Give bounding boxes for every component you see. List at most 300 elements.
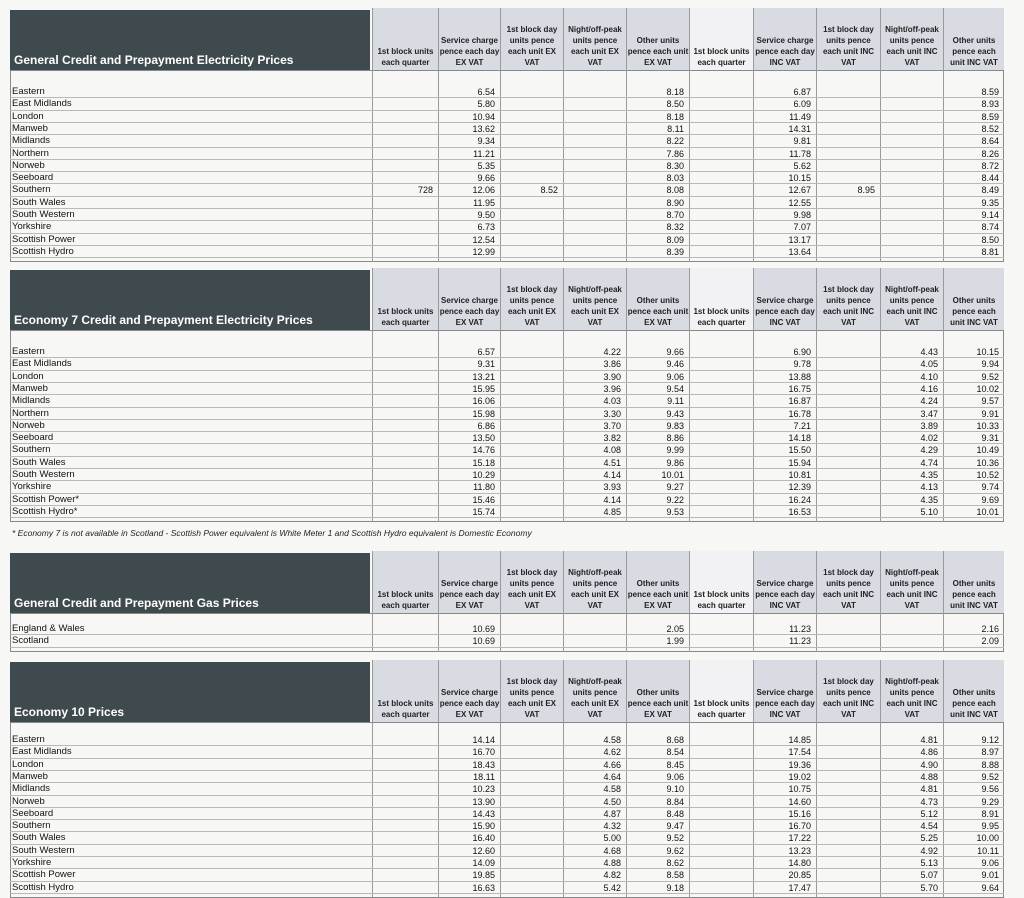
price-cell: 13.21: [472, 371, 495, 382]
price-cell: 3.86: [603, 359, 621, 370]
row-rule: [10, 443, 1004, 444]
price-cell: 3.93: [603, 482, 621, 493]
row-rule: [10, 382, 1004, 383]
price-cell: 10.36: [976, 457, 999, 468]
region-label: Seeboard: [12, 807, 54, 819]
price-cell: 12.54: [472, 234, 495, 245]
price-cell: 14.43: [472, 808, 495, 819]
row-rule: [10, 856, 1004, 857]
price-cell: 4.82: [603, 870, 621, 881]
price-cell: 8.64: [981, 136, 999, 147]
price-cell: 8.03: [666, 173, 684, 184]
price-cell: 8.88: [981, 759, 999, 770]
column-header: Other units pence each unit INC VAT: [943, 268, 1004, 330]
price-cell: 5.80: [477, 99, 495, 110]
price-cell: 3.82: [603, 433, 621, 444]
price-cell: 17.54: [788, 747, 811, 758]
column-header: 1st block units each quarter: [689, 8, 753, 70]
row-rule: [10, 881, 1004, 882]
price-cell: 16.70: [472, 747, 495, 758]
price-cell: 11.21: [473, 148, 495, 159]
price-cell: 13.88: [788, 371, 811, 382]
price-cell: 8.86: [666, 433, 684, 444]
price-cell: 8.62: [666, 858, 684, 868]
region-label: Scottish Power*: [12, 493, 80, 505]
price-cell: 6.73: [477, 222, 495, 233]
price-cell: 9.14: [981, 210, 999, 220]
price-cell: 5.62: [793, 160, 811, 171]
price-cell: 13.90: [472, 796, 495, 807]
price-cell: 8.49: [981, 185, 999, 196]
price-cell: 15.74: [472, 506, 495, 517]
column-header: Other units pence each unit EX VAT: [626, 268, 689, 330]
price-cell: 16.75: [788, 383, 811, 394]
price-cell: 4.74: [920, 457, 938, 468]
price-cell: 5.00: [603, 833, 621, 844]
price-cell: 8.81: [981, 246, 999, 257]
column-header: Night/off-peak units pence each unit EX VAT: [563, 551, 626, 613]
region-label: Eastern: [12, 346, 45, 357]
price-cell: 5.25: [920, 833, 938, 844]
price-cell: 3.89: [920, 420, 938, 431]
column-header: 1st block day units pence each unit INC VAT: [816, 660, 880, 722]
price-cell: 4.03: [603, 396, 621, 407]
price-cell: 16.53: [788, 506, 811, 517]
region-label: Scotland: [12, 635, 49, 647]
section-title: Economy 7 Credit and Prepayment Electricity Prices: [14, 313, 313, 327]
price-cell: 12.60: [472, 845, 495, 856]
price-cell: 6.86: [477, 420, 495, 431]
column-header: Service charge pence each day INC VAT: [753, 660, 816, 722]
price-cell: 4.08: [603, 445, 621, 456]
price-cell: 4.64: [603, 771, 621, 782]
row-rule: [10, 480, 1004, 481]
price-cell: 19.02: [788, 771, 811, 782]
price-cell: 4.54: [920, 821, 938, 832]
price-cell: 9.99: [666, 445, 684, 456]
region-label: Norweb: [12, 419, 45, 431]
region-label: South Wales: [12, 832, 66, 844]
price-cell: 4.35: [920, 494, 938, 505]
price-cell: 3.70: [603, 420, 621, 431]
column-header: Other units pence each unit EX VAT: [626, 660, 689, 722]
row-rule: [10, 245, 1004, 246]
price-cell: 10.23: [472, 784, 495, 795]
section-title-block: [10, 270, 370, 330]
column-header: 1st block units each quarter: [689, 660, 753, 722]
price-cell: 8.91: [981, 808, 999, 819]
price-cell: 8.95: [857, 185, 875, 196]
region-label: Northern: [12, 147, 49, 159]
price-cell: 8.32: [666, 222, 684, 233]
price-cell: 4.85: [603, 506, 621, 517]
price-cell: 10.81: [788, 470, 811, 480]
price-cell: 13.64: [788, 246, 811, 257]
price-cell: 4.43: [920, 347, 938, 357]
column-header: Night/off-peak units pence each unit INC VAT: [880, 660, 943, 722]
row-rule: [10, 831, 1004, 832]
column-header: Night/off-peak units pence each unit EX VAT: [563, 268, 626, 330]
row-rule: [10, 745, 1004, 746]
price-cell: 5.13: [920, 858, 938, 868]
column-header: Night/off-peak units pence each unit EX VAT: [563, 8, 626, 70]
price-cell: 9.83: [666, 420, 684, 431]
column-header: Other units pence each unit INC VAT: [943, 8, 1004, 70]
row-rule: [10, 407, 1004, 408]
price-cell: 19.85: [472, 870, 495, 881]
region-label: Eastern: [12, 86, 45, 97]
price-cell: 9.62: [666, 845, 684, 856]
region-label: England & Wales: [12, 623, 85, 634]
price-cell: 10.94: [472, 111, 495, 122]
region-label: London: [12, 758, 44, 770]
price-cell: 9.50: [477, 210, 495, 220]
price-cell: 10.02: [976, 383, 999, 394]
price-cell: 9.86: [666, 457, 684, 468]
price-cell: 16.70: [788, 821, 811, 832]
price-cell: 4.87: [603, 808, 621, 819]
column-header: 1st block units each quarter: [372, 551, 438, 613]
price-cell: 8.39: [666, 246, 684, 257]
price-cell: 4.02: [920, 433, 938, 444]
column-header: 1st block day units pence each unit EX VAT: [500, 8, 563, 70]
price-cell: 20.85: [788, 870, 811, 881]
region-label: Scottish Power: [12, 869, 76, 881]
price-cell: 14.80: [788, 858, 811, 868]
column-header: 1st block units each quarter: [372, 268, 438, 330]
row-rule: [10, 505, 1004, 506]
price-cell: 8.59: [981, 111, 999, 122]
price-cell: 10.15: [788, 173, 811, 184]
price-cell: 4.92: [920, 845, 938, 856]
price-cell: 14.85: [788, 735, 811, 745]
price-cell: 4.62: [603, 747, 621, 758]
price-cell: 10.75: [788, 784, 811, 795]
price-cell: 8.08: [666, 185, 684, 196]
price-cell: 9.66: [666, 347, 684, 357]
price-cell: 9.46: [666, 359, 684, 370]
price-cell: 9.94: [981, 359, 999, 370]
column-header: Night/off-peak units pence each unit INC VAT: [880, 551, 943, 613]
price-cell: 4.88: [920, 771, 938, 782]
section-header: [10, 268, 1004, 330]
price-cell: 9.06: [666, 771, 684, 782]
price-cell: 9.06: [981, 858, 999, 868]
price-cell: 9.69: [981, 494, 999, 505]
price-cell: 4.88: [603, 858, 621, 868]
price-cell: 9.01: [981, 870, 999, 881]
price-cell: 4.90: [920, 759, 938, 770]
row-rule: [10, 844, 1004, 845]
price-cell: 2.09: [981, 636, 999, 647]
price-cell: 16.63: [472, 882, 495, 893]
price-cell: 5.42: [603, 882, 621, 893]
row-rule: [10, 110, 1004, 111]
region-label: East Midlands: [12, 358, 72, 370]
column-header: 1st block units each quarter: [372, 8, 438, 70]
price-cell: 8.74: [981, 222, 999, 233]
row-rule: [10, 868, 1004, 869]
region-label: East Midlands: [12, 746, 72, 758]
column-header: Service charge pence each day EX VAT: [438, 660, 500, 722]
region-label: Yorkshire: [12, 221, 52, 233]
price-cell: 9.27: [666, 482, 684, 493]
price-cell: 4.14: [603, 494, 621, 505]
price-cell: 3.30: [603, 408, 621, 419]
row-rule: [10, 807, 1004, 808]
price-cell: 9.18: [666, 882, 684, 893]
column-divider: [816, 722, 817, 898]
section-header: [10, 551, 1004, 613]
price-cell: 4.32: [603, 821, 621, 832]
price-cell: 14.76: [472, 445, 495, 456]
column-header: Service charge pence each day EX VAT: [438, 551, 500, 613]
price-cell: 10.52: [976, 470, 999, 480]
price-cell: 7.86: [666, 148, 684, 159]
column-header: Service charge pence each day INC VAT: [753, 8, 816, 70]
section-title: General Credit and Prepayment Electricity Prices: [14, 53, 294, 67]
row-rule: [10, 357, 1004, 358]
column-header: 1st block day units pence each unit INC VAT: [816, 551, 880, 613]
price-cell: 5.70: [920, 882, 938, 893]
price-cell: 9.34: [477, 136, 495, 147]
row-rule: [10, 257, 1004, 258]
price-cell: 4.73: [920, 796, 938, 807]
price-cell: 4.81: [920, 784, 938, 795]
price-cell: 12.99: [472, 246, 495, 257]
price-cell: 11.78: [789, 148, 811, 159]
price-cell: 4.51: [603, 457, 621, 468]
region-label: Yorkshire: [12, 481, 52, 493]
price-cell: 18.43: [472, 759, 495, 770]
price-cell: 15.16: [788, 808, 811, 819]
region-label: Southern: [12, 444, 51, 456]
price-cell: 6.57: [477, 347, 495, 357]
price-cell: 12.67: [788, 185, 811, 196]
region-label: South Western: [12, 209, 75, 220]
price-cell: 8.97: [981, 747, 999, 758]
region-label: Manweb: [12, 770, 48, 782]
price-cell: 6.54: [477, 87, 495, 97]
price-cell: 9.54: [666, 383, 684, 394]
price-cell: 10.69: [472, 636, 495, 647]
price-cell: 9.22: [666, 494, 684, 505]
row-rule: [10, 819, 1004, 820]
price-cell: 10.33: [976, 420, 999, 431]
price-cell: 15.50: [788, 445, 811, 456]
price-cell: 9.95: [981, 821, 999, 832]
price-cell: 9.91: [981, 408, 999, 419]
price-cell: 8.59: [981, 87, 999, 97]
price-cell: 9.64: [981, 882, 999, 893]
section-title-block: [10, 662, 370, 722]
column-divider: [500, 722, 501, 898]
price-cell: 8.52: [981, 123, 999, 134]
price-cell: 13.50: [472, 433, 495, 444]
price-cell: 15.95: [472, 383, 495, 394]
price-cell: 4.13: [920, 482, 938, 493]
section-body: [10, 70, 1004, 262]
row-rule: [10, 517, 1004, 518]
region-label: Midlands: [12, 783, 51, 795]
price-cell: 16.24: [788, 494, 811, 505]
region-label: Scottish Hydro: [12, 881, 74, 893]
price-cell: 10.11: [977, 845, 999, 856]
region-label: London: [12, 110, 44, 122]
row-rule: [10, 220, 1004, 221]
column-header: 1st block day units pence each unit EX VAT: [500, 551, 563, 613]
price-cell: 4.68: [603, 845, 621, 856]
region-label: Norweb: [12, 159, 45, 171]
price-cell: 9.74: [981, 482, 999, 493]
price-cell: 15.18: [472, 457, 495, 468]
price-cell: 8.18: [666, 111, 684, 122]
region-label: Southern: [12, 820, 51, 832]
price-cell: 9.81: [793, 136, 811, 147]
region-label: Manweb: [12, 122, 48, 134]
row-rule: [10, 647, 1004, 648]
section-title-block: [10, 553, 370, 613]
price-cell: 8.70: [666, 210, 684, 220]
price-cell: 4.14: [603, 470, 621, 480]
row-rule: [10, 782, 1004, 783]
column-header: 1st block units each quarter: [372, 660, 438, 722]
price-cell: 17.47: [788, 882, 811, 893]
price-cell: 3.96: [603, 383, 621, 394]
region-label: London: [12, 370, 44, 382]
price-cell: 4.35: [920, 470, 938, 480]
price-cell: 4.50: [603, 796, 621, 807]
section-body: [10, 613, 1004, 652]
price-cell: 9.98: [793, 210, 811, 220]
section-header: [10, 660, 1004, 722]
price-cell: 18.11: [473, 771, 495, 782]
price-cell: 6.87: [793, 87, 811, 97]
price-cell: 2.16: [981, 624, 999, 634]
region-label: Eastern: [12, 734, 45, 745]
price-cell: 4.10: [920, 371, 938, 382]
price-cell: 16.06: [472, 396, 495, 407]
region-label: Yorkshire: [12, 857, 52, 868]
price-cell: 7.21: [793, 420, 811, 431]
column-header: Other units pence each unit EX VAT: [626, 551, 689, 613]
column-header: 1st block day units pence each unit INC VAT: [816, 268, 880, 330]
price-cell: 8.84: [666, 796, 684, 807]
column-header: 1st block units each quarter: [689, 551, 753, 613]
row-rule: [10, 171, 1004, 172]
price-cell: 8.90: [666, 197, 684, 208]
price-cell: 8.72: [981, 160, 999, 171]
price-cell: 6.09: [793, 99, 811, 110]
section-title-block: [10, 10, 370, 70]
price-cell: 15.94: [788, 457, 811, 468]
price-cell: 14.31: [788, 123, 811, 134]
price-cell: 11.80: [473, 482, 495, 493]
column-header: Night/off-peak units pence each unit EX VAT: [563, 660, 626, 722]
price-cell: 9.43: [666, 408, 684, 419]
region-label: Manweb: [12, 382, 48, 394]
column-header: Night/off-peak units pence each unit INC VAT: [880, 268, 943, 330]
price-section: [10, 660, 1004, 898]
price-cell: 16.40: [472, 833, 495, 844]
price-cell: 12.39: [788, 482, 811, 493]
row-rule: [10, 795, 1004, 796]
price-cell: 19.36: [788, 759, 811, 770]
price-cell: 5.35: [477, 160, 495, 171]
price-cell: 5.07: [920, 870, 938, 881]
price-cell: 9.53: [666, 506, 684, 517]
column-header: Service charge pence each day INC VAT: [753, 551, 816, 613]
price-cell: 4.58: [603, 784, 621, 795]
price-cell: 8.44: [981, 173, 999, 184]
region-label: Seeboard: [12, 432, 54, 444]
column-header: Other units pence each unit INC VAT: [943, 660, 1004, 722]
price-cell: 11.49: [789, 111, 811, 122]
price-cell: 12.06: [472, 185, 495, 196]
price-cell: 11.23: [789, 636, 811, 647]
footnote: * Economy 7 is not available in Scotland - Scottish Power equivalent is White Meter 1 and Scottish Hydro equivalent is Domestic Economy: [12, 528, 532, 539]
price-cell: 8.52: [540, 185, 558, 196]
column-divider: [689, 722, 690, 898]
price-cell: 4.16: [920, 383, 938, 394]
price-cell: 12.55: [788, 197, 811, 208]
price-cell: 8.22: [666, 136, 684, 147]
price-cell: 14.09: [472, 858, 495, 868]
column-header: Service charge pence each day EX VAT: [438, 268, 500, 330]
price-cell: 8.30: [666, 160, 684, 171]
column-header: Service charge pence each day EX VAT: [438, 8, 500, 70]
column-header: 1st block day units pence each unit EX VAT: [500, 660, 563, 722]
row-rule: [10, 233, 1004, 234]
row-rule: [10, 394, 1004, 395]
price-cell: 9.12: [981, 735, 999, 745]
price-cell: 8.45: [666, 759, 684, 770]
price-cell: 8.93: [981, 99, 999, 110]
column-header: Other units pence each unit INC VAT: [943, 551, 1004, 613]
row-rule: [10, 634, 1004, 635]
price-cell: 3.47: [920, 408, 938, 419]
price-cell: 15.90: [472, 821, 495, 832]
price-cell: 9.10: [666, 784, 684, 795]
region-label: East Midlands: [12, 98, 72, 110]
column-header: Service charge pence each day INC VAT: [753, 268, 816, 330]
price-cell: 11.23: [789, 624, 811, 634]
price-cell: 9.06: [666, 371, 684, 382]
price-cell: 728: [417, 185, 433, 196]
price-cell: 9.66: [477, 173, 495, 184]
price-cell: 14.60: [788, 796, 811, 807]
price-section: [10, 8, 1004, 262]
row-rule: [10, 208, 1004, 209]
price-cell: 4.86: [920, 747, 938, 758]
price-cell: 9.47: [666, 821, 684, 832]
column-header: 1st block units each quarter: [689, 268, 753, 330]
section-body: [10, 722, 1004, 898]
column-header: Other units pence each unit EX VAT: [626, 8, 689, 70]
section-title: Economy 10 Prices: [14, 705, 125, 719]
price-cell: 9.52: [981, 371, 999, 382]
region-label: Scottish Hydro: [12, 245, 74, 257]
price-cell: 2.05: [666, 624, 684, 634]
price-cell: 9.31: [981, 433, 999, 444]
price-cell: 9.11: [667, 396, 684, 407]
row-rule: [10, 370, 1004, 371]
price-cell: 9.56: [981, 784, 999, 795]
price-cell: 9.57: [981, 396, 999, 407]
region-label: South Western: [12, 469, 75, 480]
table-frame: [10, 722, 1004, 898]
row-rule: [10, 431, 1004, 432]
